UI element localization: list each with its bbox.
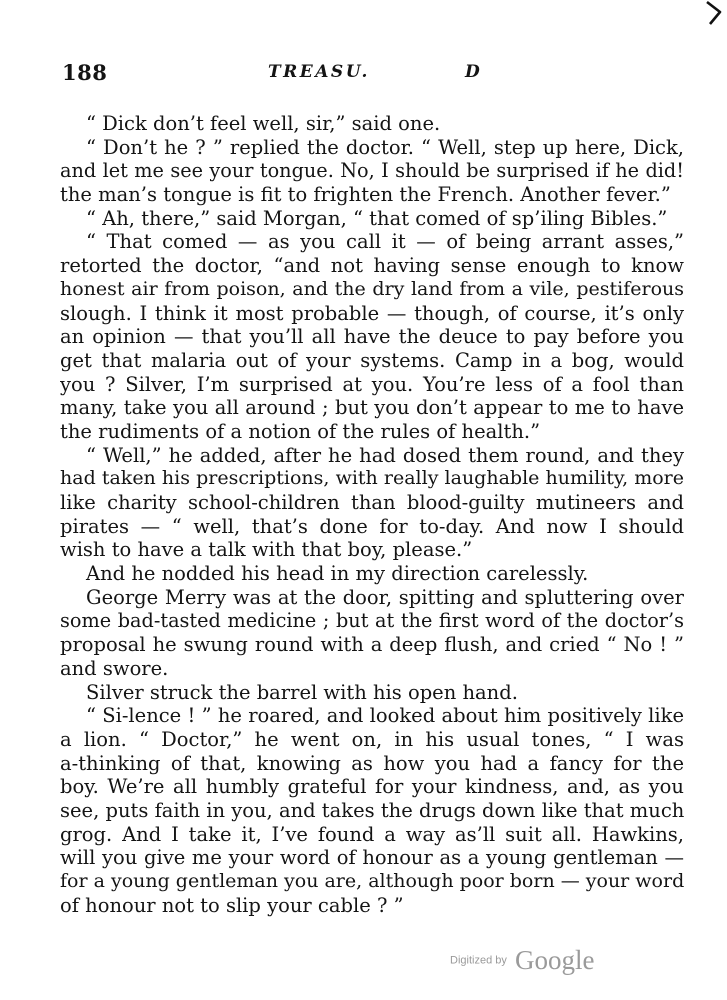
text-line: and let me see your tongue. No, I should be surprised if he did! <box>60 159 684 183</box>
text-line: a lion. “ Doctor,” he went on, in his usual tones, “ I was <box>60 727 684 751</box>
text-line: grog. And I take it, I’ve found a way as’ll suit all. Hawkins, <box>60 822 684 846</box>
text-line: get that malaria out of your systems. Camp in a bog, would <box>60 348 684 372</box>
text-line: “ Don’t he ? ” replied the doctor. “ Well, step up here, Dick, <box>86 135 684 159</box>
watermark-brand: Google <box>514 945 595 975</box>
text-line: will you give me your word of honour as a young gentleman — <box>60 846 684 870</box>
text-line: many, take you all around ; but you don’t appear to me to have <box>60 396 684 420</box>
text-line: proposal he swung round with a deep flush, and cried “ No ! ” <box>60 633 684 657</box>
text-line: George Merry was at the door, spitting and spluttering over <box>86 585 684 609</box>
text-line: honest air from poison, and the dry land from a vile, pestiferous <box>60 277 684 300</box>
body-text <box>60 112 684 917</box>
text-line: an opinion — that you’ll all have the deuce to pay before you <box>60 325 684 349</box>
text-line: a-thinking of that, knowing as how you had a fancy for the <box>60 751 684 775</box>
text-line: and swore. <box>60 656 169 680</box>
text-line: see, puts faith in you, and takes the drugs down like that much <box>60 798 684 822</box>
page-corner-mark <box>703 0 723 28</box>
text-line: had taken his prescriptions, with really laughable humility, more <box>60 467 684 490</box>
text-line: the rudiments of a notion of the rules of health.” <box>60 419 541 443</box>
text-line: wish to have a talk with that boy, please.” <box>60 538 473 562</box>
running-head: TREASU. <box>268 62 370 82</box>
text-line: And he nodded his head in my direction carelessly. <box>86 562 589 586</box>
text-line: pirates — “ well, that’s done for to-day. And now I should <box>60 514 684 538</box>
text-line: for a young gentleman you are, although poor born — your word <box>60 870 684 892</box>
text-line: retorted the doctor, “and not having sense enough to know <box>60 254 684 278</box>
text-line: the man’s tongue is fit to frighten the French. Another fever.” <box>60 183 671 207</box>
text-line: “ Ah, there,” said Morgan, “ that comed of sp’iling Bibles.” <box>86 206 668 230</box>
page-number: 188 <box>62 60 108 85</box>
text-line: “ Well,” he added, after he had dosed them round, and they <box>86 443 684 467</box>
page-header <box>62 60 682 86</box>
text-line: Silver struck the barrel with his open hand. <box>86 680 518 704</box>
text-line: like charity school-children than blood-guilty mutineers and <box>60 491 684 514</box>
text-line: “ Dick don’t feel well, sir,” said one. <box>86 112 441 135</box>
text-line: slough. I think it most probable — though, of course, it’s only <box>60 301 684 325</box>
text-line: “ Si-lence ! ” he roared, and looked about him positively like <box>86 704 684 728</box>
text-line: some bad-tasted medicine ; but at the first word of the doctor’s <box>60 609 684 633</box>
text-line: boy. We’re all humbly grateful for your kindness, and, as you <box>60 775 684 799</box>
text-line: you ? Silver, I’m surprised at you. You’re less of a fool than <box>60 372 684 396</box>
watermark-prefix: Digitized by <box>450 954 507 967</box>
text-line: “ That comed — as you call it — of being arrant asses,” <box>86 230 684 254</box>
running-head-tail: D <box>465 62 480 82</box>
text-line: of honour not to slip your cable ? ” <box>60 893 404 917</box>
digitization-watermark <box>450 945 594 976</box>
